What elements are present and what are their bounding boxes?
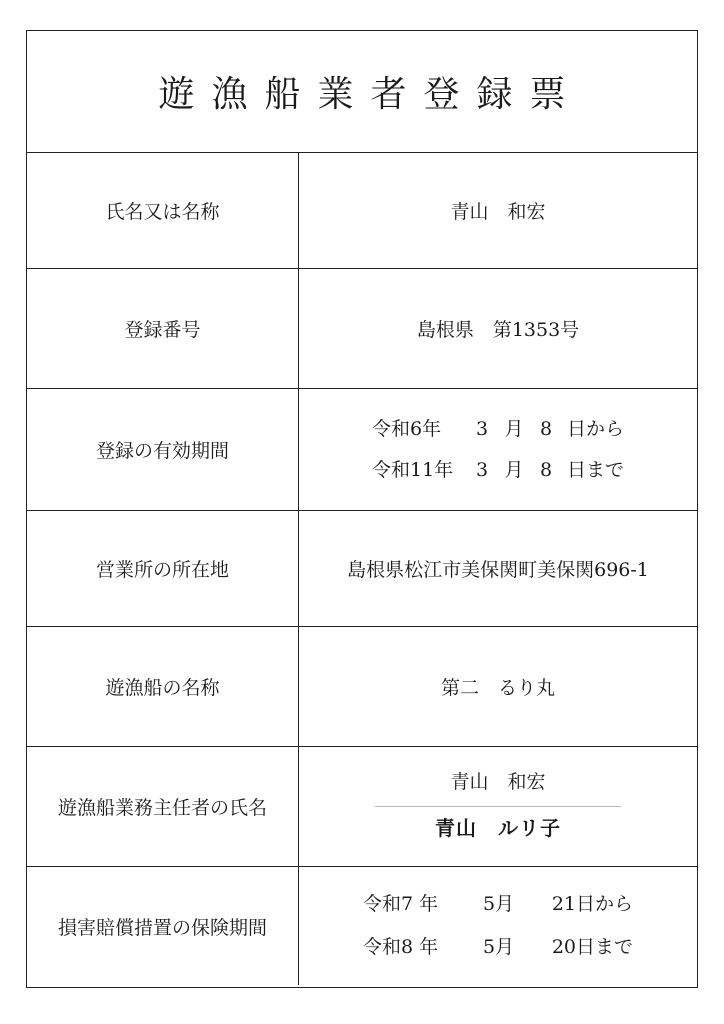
value-name-cell <box>299 153 697 268</box>
row-validity-period <box>27 389 697 511</box>
label-name: 氏名又は名称 <box>27 153 299 268</box>
value-name: 青山 和宏 <box>450 201 546 223</box>
value-office-address-cell <box>299 511 697 626</box>
insurance-to-day: 20日まで <box>551 936 633 958</box>
insurance-from-day: 21日から <box>551 893 633 915</box>
page-title: 遊漁船業者登録票 <box>158 74 583 115</box>
value-chief-manager-primary: 青山 和宏 <box>450 770 546 793</box>
value-chief-manager-cell <box>299 747 697 866</box>
validity-from-month: 3 <box>475 417 489 440</box>
validity-to-era-year: 令和11年 <box>372 458 454 481</box>
label-validity-period: 登録の有効期間 <box>27 389 299 510</box>
validity-to-day: 8 <box>539 458 553 481</box>
value-boat-name: 第二 るり丸 <box>440 677 555 699</box>
validity-to-suffix: 日まで <box>566 458 624 481</box>
label-chief-manager: 遊漁船業務主任者の氏名 <box>27 747 299 866</box>
validity-from-suffix: 日から <box>566 417 624 440</box>
value-registration-number-cell <box>299 269 697 388</box>
registration-sheet <box>26 30 698 988</box>
insurance-to-month: 5月 <box>483 936 515 958</box>
value-registration-number: 島根県 第1353号 <box>416 319 580 341</box>
label-boat-name: 遊漁船の名称 <box>27 627 299 746</box>
validity-from-line <box>372 417 624 440</box>
validity-to-month-unit: 月 <box>504 458 524 481</box>
title-row <box>27 31 697 153</box>
row-insurance-period <box>27 867 697 985</box>
insurance-from-era-year: 令和7 年 <box>363 893 439 915</box>
label-registration-number: 登録番号 <box>27 269 299 388</box>
label-insurance-period: 損害賠償措置の保険期間 <box>27 867 299 985</box>
chief-manager-added-box <box>375 806 621 847</box>
validity-to-month: 3 <box>475 458 489 481</box>
validity-from-day: 8 <box>539 417 553 440</box>
row-office-address <box>27 511 697 627</box>
insurance-from-month: 5月 <box>483 893 515 915</box>
label-office-address: 営業所の所在地 <box>27 511 299 626</box>
value-insurance-period-cell <box>299 867 697 985</box>
insurance-to-line <box>363 938 633 957</box>
validity-from-era-year: 令和6年 <box>372 417 442 440</box>
row-boat-name <box>27 627 697 747</box>
validity-to-line <box>372 458 624 481</box>
insurance-from-line <box>363 895 633 914</box>
value-office-address: 島根県松江市美保関町美保関696-1 <box>347 559 649 581</box>
validity-from-month-unit: 月 <box>504 417 524 440</box>
value-chief-manager-added: 青山 ルリ子 <box>435 816 561 840</box>
insurance-to-era-year: 令和8 年 <box>363 936 439 958</box>
value-boat-name-cell <box>299 627 697 746</box>
value-validity-period-cell <box>299 389 697 510</box>
row-chief-manager <box>27 747 697 867</box>
row-name <box>27 153 697 269</box>
row-registration-number <box>27 269 697 389</box>
